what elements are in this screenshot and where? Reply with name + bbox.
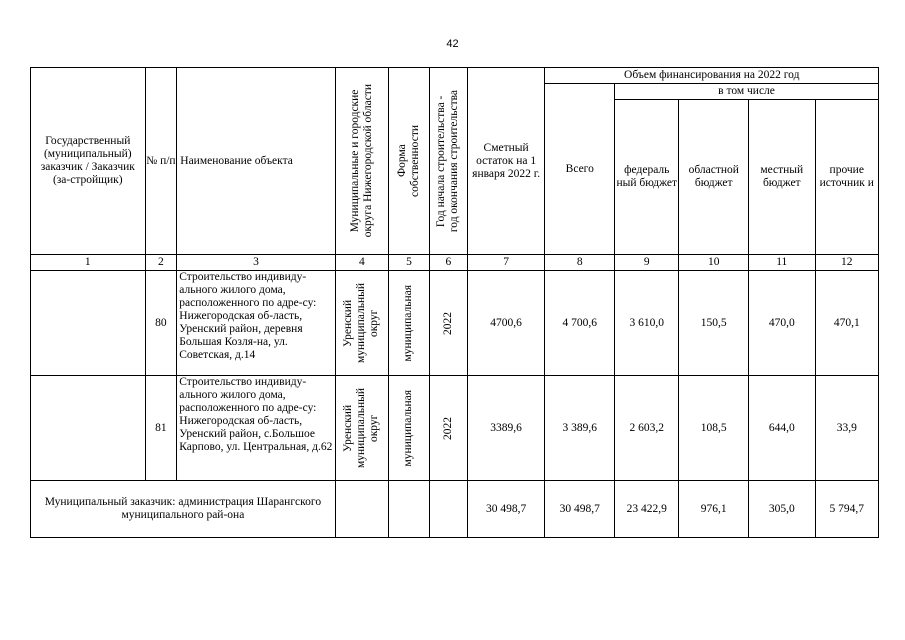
header-municipal <box>335 68 388 255</box>
row-regional: 108,5 <box>679 376 749 481</box>
row-total: 4 700,6 <box>545 271 615 376</box>
summary-total: 30 498,7 <box>545 481 615 538</box>
header-other: прочие источник и <box>815 100 879 255</box>
row-ownership-text: муниципальная <box>402 284 415 362</box>
row-local: 470,0 <box>749 271 815 376</box>
header-ownership-line1: Форма <box>395 144 408 178</box>
header-customer: Государственный (муниципальный) заказчик / Заказчик (за-стройщик) <box>31 68 146 255</box>
header-municipal-line1: Муниципальные и городские <box>348 89 361 233</box>
row-years <box>429 376 467 481</box>
header-estimate: Сметный остаток на 1 января 2022 г. <box>467 68 545 255</box>
row-years-text: 2022 <box>441 416 454 440</box>
header-years-line2: год окончания строительства <box>448 89 461 233</box>
header-federal: федераль ный бюджет <box>615 100 679 255</box>
column-number: 4 <box>335 255 388 271</box>
column-number: 12 <box>815 255 879 271</box>
table-row <box>31 376 879 481</box>
row-ownership <box>389 271 430 376</box>
column-number: 2 <box>145 255 177 271</box>
header-ownership-line2: собственности <box>408 125 421 197</box>
row-regional: 150,5 <box>679 271 749 376</box>
column-number: 5 <box>389 255 430 271</box>
header-including: в том числе <box>615 84 879 100</box>
row-municipal <box>335 271 388 376</box>
header-local: местный бюджет <box>749 100 815 255</box>
row-municipal-line2: муниципальный <box>355 387 368 469</box>
header-funding-volume: Объем финансирования на 2022 год <box>545 68 879 84</box>
summary-local: 305,0 <box>749 481 815 538</box>
row-other: 33,9 <box>815 376 879 481</box>
row-years-text: 2022 <box>441 311 454 335</box>
summary-label: Муниципальный заказчик: администрация Шарангского муниципального рай-она <box>31 481 336 538</box>
summary-other: 5 794,7 <box>815 481 879 538</box>
row-customer <box>31 271 146 376</box>
column-number: 7 <box>467 255 545 271</box>
column-number: 9 <box>615 255 679 271</box>
column-number: 3 <box>177 255 336 271</box>
financing-table <box>30 67 879 538</box>
summary-years <box>429 481 467 538</box>
header-ownership <box>389 68 430 255</box>
row-num: 80 <box>145 271 177 376</box>
header-object-name: Наименование объекта <box>177 68 336 255</box>
row-other: 470,1 <box>815 271 879 376</box>
row-federal: 3 610,0 <box>615 271 679 376</box>
summary-municipal <box>335 481 388 538</box>
header-num: № п/п <box>145 68 177 255</box>
row-municipal-line3: округ <box>368 309 381 337</box>
header-years-line1: Год начала строительства - <box>435 95 448 227</box>
summary-estimate: 30 498,7 <box>467 481 545 538</box>
column-numbers-row <box>31 255 879 271</box>
row-municipal-line2: муниципальный <box>355 282 368 364</box>
row-object: Строительство индивиду-ального жилого дома, расположенного по адре-су: Нижегородская об-ласть, Уренский район, с.Большое Карпово, ул. Центральная, д.62 <box>177 376 336 481</box>
row-object: Строительство индивиду-ального жилого дома, расположенного по адре-су: Нижегородская об-ласть, Уренский район, деревня Большая Козля-на, ул. Советская, д.14 <box>177 271 336 376</box>
row-local: 644,0 <box>749 376 815 481</box>
table-row <box>31 271 879 376</box>
row-years <box>429 271 467 376</box>
row-total: 3 389,6 <box>545 376 615 481</box>
row-municipal-line3: округ <box>368 414 381 442</box>
row-ownership-text: муниципальная <box>402 389 415 467</box>
column-number: 11 <box>749 255 815 271</box>
row-federal: 2 603,2 <box>615 376 679 481</box>
summary-row <box>31 481 879 538</box>
column-number: 6 <box>429 255 467 271</box>
summary-regional: 976,1 <box>679 481 749 538</box>
row-estimate: 3389,6 <box>467 376 545 481</box>
column-number: 1 <box>31 255 146 271</box>
row-municipal <box>335 376 388 481</box>
page-number: 42 <box>446 38 459 50</box>
row-num: 81 <box>145 376 177 481</box>
column-number: 10 <box>679 255 749 271</box>
header-regional: областной бюджет <box>679 100 749 255</box>
summary-ownership <box>389 481 430 538</box>
header-total: Всего <box>545 84 615 255</box>
row-municipal-line1: Уренский <box>342 299 355 347</box>
summary-federal: 23 422,9 <box>615 481 679 538</box>
row-customer <box>31 376 146 481</box>
row-municipal-line1: Уренский <box>342 404 355 452</box>
header-years <box>429 68 467 255</box>
row-ownership <box>389 376 430 481</box>
row-estimate: 4700,6 <box>467 271 545 376</box>
header-municipal-line2: округа Нижегородской области <box>361 84 374 238</box>
column-number: 8 <box>545 255 615 271</box>
